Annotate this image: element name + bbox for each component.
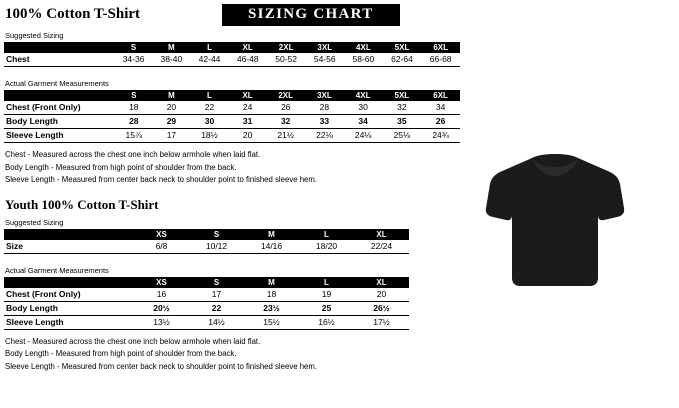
col-header: 3XL [305, 42, 344, 53]
cell: 62-64 [383, 53, 422, 67]
cell: 20 [229, 129, 267, 143]
cell: 28 [305, 101, 344, 115]
col-header: M [244, 229, 299, 240]
cell: 31 [229, 115, 267, 129]
youth-suggested-sizing-label: Suggested Sizing [5, 217, 64, 227]
note-sleeve-length: Sleeve Length - Measured from center back neck to shoulder point to finished sleeve hem. [5, 361, 318, 371]
row-label: Sleeve Length [4, 315, 134, 329]
col-header: 5XL [382, 90, 421, 101]
col-header: 2XL [267, 42, 306, 53]
cell: 16 [134, 288, 189, 302]
cell: 26 [421, 115, 460, 129]
youth-actual-measurements-table [4, 277, 409, 330]
col-header [4, 229, 134, 240]
col-header: 4XL [344, 42, 383, 53]
cell: 19 [299, 288, 354, 302]
cell: 17½ [354, 315, 409, 329]
col-header: 5XL [383, 42, 422, 53]
table-row [4, 101, 460, 115]
cell: 22/24 [354, 240, 409, 254]
cell: 24 [229, 101, 267, 115]
cell: 32 [266, 115, 305, 129]
cell: 25 [299, 301, 354, 315]
note-sleeve-length: Sleeve Length - Measured from center back neck to shoulder point to finished sleeve hem. [5, 175, 318, 184]
row-label: Size [4, 240, 134, 254]
row-label: Chest (Front Only) [4, 101, 115, 115]
table-row [4, 240, 409, 254]
col-header [4, 277, 134, 288]
cell: 20 [153, 101, 190, 115]
cell: 17 [189, 288, 244, 302]
cell: 22⅛ [305, 129, 344, 143]
cell: 34 [421, 101, 460, 115]
cell: 54-56 [305, 53, 344, 67]
cell: 13½ [134, 315, 189, 329]
row-label: Chest (Front Only) [4, 288, 134, 302]
cell: 28 [115, 115, 153, 129]
note-body-length: Body Length - Measured from high point of shoulder from the back. [5, 349, 237, 358]
cell: 58-60 [344, 53, 383, 67]
cell: 30 [190, 115, 229, 129]
row-label: Body Length [4, 115, 115, 129]
adult-measurement-notes [5, 149, 460, 187]
col-header: L [190, 90, 229, 101]
cell: 20 [354, 288, 409, 302]
page-title: 100% Cotton T-Shirt [5, 6, 141, 22]
cell: 24¾ [421, 129, 460, 143]
col-header: M [153, 90, 190, 101]
table-header-row [4, 90, 460, 101]
cell: 26 [266, 101, 305, 115]
cell: 34 [344, 115, 383, 129]
cell: 26½ [354, 301, 409, 315]
table-header-row [4, 277, 409, 288]
col-header: XS [134, 229, 189, 240]
cell: 38-40 [152, 53, 190, 67]
cell: 17 [153, 129, 190, 143]
cell: 29 [153, 115, 190, 129]
col-header: M [244, 277, 299, 288]
adult-actual-measurements-table [4, 90, 460, 143]
col-header: L [299, 229, 354, 240]
tshirt-illustration [470, 152, 670, 302]
col-header: XL [229, 42, 267, 53]
table-row [4, 115, 460, 129]
table-row [4, 53, 460, 67]
col-header: 3XL [305, 90, 344, 101]
col-header: XL [229, 90, 267, 101]
col-header [4, 90, 115, 101]
cell: 18 [115, 101, 153, 115]
cell: 32 [382, 101, 421, 115]
col-header: M [152, 42, 190, 53]
cell: 14/16 [244, 240, 299, 254]
col-header: XL [354, 229, 409, 240]
cell: 23½ [244, 301, 299, 315]
adult-suggested-sizing-table [4, 42, 460, 67]
table-row [4, 301, 409, 315]
cell: 18 [244, 288, 299, 302]
col-header: XS [134, 277, 189, 288]
col-header: L [299, 277, 354, 288]
cell: 16½ [299, 315, 354, 329]
col-header: S [189, 277, 244, 288]
cell: 6/8 [134, 240, 189, 254]
row-label: Body Length [4, 301, 134, 315]
cell: 22 [190, 101, 229, 115]
col-header: S [115, 42, 152, 53]
document-header [4, 4, 456, 26]
col-header: L [190, 42, 228, 53]
cell: 34-36 [115, 53, 152, 67]
youth-actual-measurements-label: Actual Garment Measurements [5, 265, 109, 275]
table-header-row [4, 42, 460, 53]
note-chest: Chest - Measured across the chest one inch below armhole when laid flat. [5, 336, 261, 346]
table-row [4, 288, 409, 302]
cell: 18/20 [299, 240, 354, 254]
cell: 14½ [189, 315, 244, 329]
cell: 20½ [134, 301, 189, 315]
col-header: S [189, 229, 244, 240]
black-tshirt-icon [470, 152, 640, 292]
col-header: 6XL [421, 42, 460, 53]
cell: 15½ [244, 315, 299, 329]
cell: 25⅛ [382, 129, 421, 143]
youth-measurement-notes [5, 336, 460, 374]
col-header [4, 42, 115, 53]
col-header: 4XL [344, 90, 383, 101]
cell: 21½ [266, 129, 305, 143]
note-chest: Chest - Measured across the chest one inch below armhole when laid flat. [5, 150, 261, 159]
cell: 10/12 [189, 240, 244, 254]
cell: 50-52 [267, 53, 306, 67]
row-label: Chest [4, 53, 115, 67]
cell: 33 [305, 115, 344, 129]
cell: 22 [189, 301, 244, 315]
col-header: 2XL [266, 90, 305, 101]
cell: 18½ [190, 129, 229, 143]
cell: 15⅞ [115, 129, 153, 143]
note-body-length: Body Length - Measured from high point of shoulder from the back. [5, 162, 237, 172]
col-header: 6XL [421, 90, 460, 101]
row-label: Sleeve Length [4, 129, 115, 143]
table-row [4, 129, 460, 143]
col-header: S [115, 90, 153, 101]
adult-actual-measurements-label: Actual Garment Measurements [5, 79, 109, 88]
sizing-chart-banner: SIZING CHART [222, 4, 400, 26]
col-header: XL [354, 277, 409, 288]
cell: 66-68 [421, 53, 460, 67]
youth-suggested-sizing-table [4, 229, 409, 254]
adult-suggested-sizing-label: Suggested Sizing [5, 31, 64, 40]
cell: 30 [344, 101, 383, 115]
cell: 46-48 [229, 53, 267, 67]
cell: 35 [382, 115, 421, 129]
cell: 24⅛ [344, 129, 383, 143]
table-header-row [4, 229, 409, 240]
youth-section-title: Youth 100% Cotton T-Shirt [5, 196, 159, 212]
cell: 42-44 [190, 53, 228, 67]
table-row [4, 315, 409, 329]
